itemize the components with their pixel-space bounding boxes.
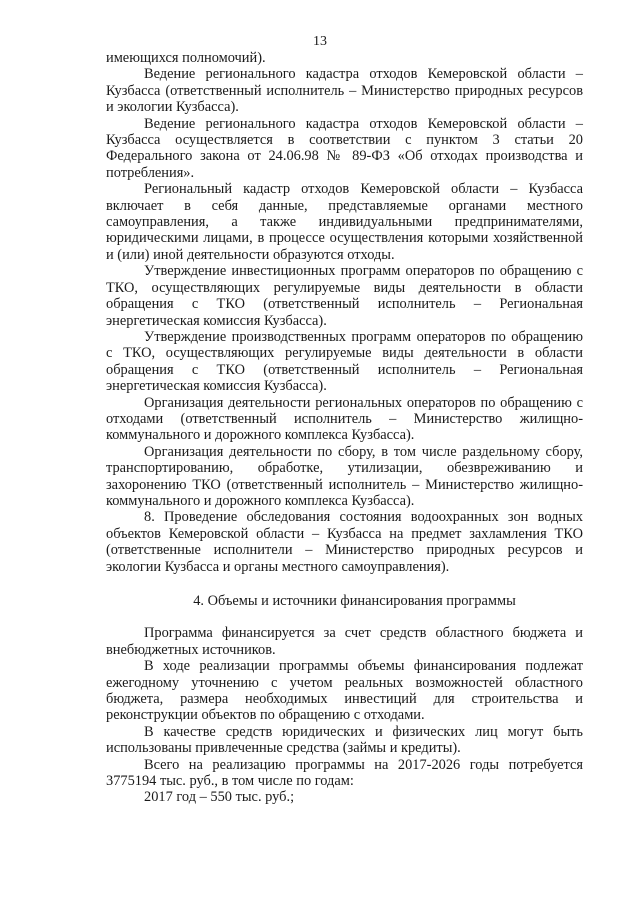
paragraph: Ведение регионального кадастра отходов Кемеровской области – Кузбасса (ответственный исполнитель – Министерство природных ресурсов и экологии Кузбасса). — [106, 66, 583, 116]
paragraph: В качестве средств юридических и физических лиц могут быть использованы привлеченные средства (займы и кредиты). — [106, 723, 583, 757]
paragraph-continuation: имеющихся полномочий). — [106, 50, 266, 66]
paragraph: 2017 год – 550 тыс. руб.; — [144, 789, 295, 806]
paragraph: В ходе реализации программы объемы финансирования подлежат ежегодному уточнению с учетом реальных возможностей областного бюджета, размера необходимых инвестиций для строительства и реконструкции объектов по обращению с отходами. — [106, 658, 583, 724]
paragraph: Региональный кадастр отходов Кемеровской области – Кузбасса включает в себя данные, представляемые органами местного самоуправления, а также индивидуальными предпринимателями, юридическими лицами, в процессе осуществления которыми хозяйственной и (или) иной деятельности образуются отходы. — [106, 181, 583, 263]
paragraph: Организация деятельности региональных операторов по обращению с отходами (ответственный исполнитель – Министерство жилищно-коммунального и дорожного комплекса Кузбасса). — [106, 394, 583, 444]
page-number: 13 — [313, 34, 327, 49]
paragraph: Утверждение инвестиционных программ операторов по обращению с ТКО, осуществляющих регулируемые виды деятельности в области обращения с ТКО (ответственный исполнитель – Региональная энергетическая комиссия Кузбасса). — [106, 263, 583, 329]
paragraph: Утверждение производственных программ операторов по обращению с ТКО, осуществляющих регулируемые виды деятельности в области обращения с ТКО (ответственный исполнитель – Региональная энергетическая комиссия Кузбасса). — [106, 328, 583, 395]
paragraph: 8. Проведение обследования состояния водоохранных зон водных объектов Кемеровской области – Кузбасса на предмет захламления ТКО (ответственные исполнители – Министерство природных ресурсов и экологии Кузбасса и органы местного самоуправления). — [106, 509, 583, 575]
paragraph: Программа финансируется за счет средств областного бюджета и внебюджетных источников. — [106, 625, 583, 658]
document-body — [106, 50, 583, 806]
paragraph: Ведение регионального кадастра отходов Кемеровской области – Кузбасса осуществляется в соответствии с пунктом 3 статьи 20 Федерального закона от 24.06.98 № 89-ФЗ «Об отходах производства и потребления». — [106, 115, 583, 181]
paragraph: Всего на реализацию программы на 2017-2026 годы потребуется 3775194 тыс. руб., в том числе по годам: — [106, 756, 583, 790]
paragraph: Организация деятельности по сбору, в том числе раздельному сбору, транспортированию, обработке, утилизации, обезвреживанию и захоронению ТКО (ответственный исполнитель – Министерство жилищно-коммунального и дорожного комплекса Кузбасса). — [106, 443, 583, 509]
section-heading: 4. Объемы и источники финансирования программы — [193, 593, 516, 609]
